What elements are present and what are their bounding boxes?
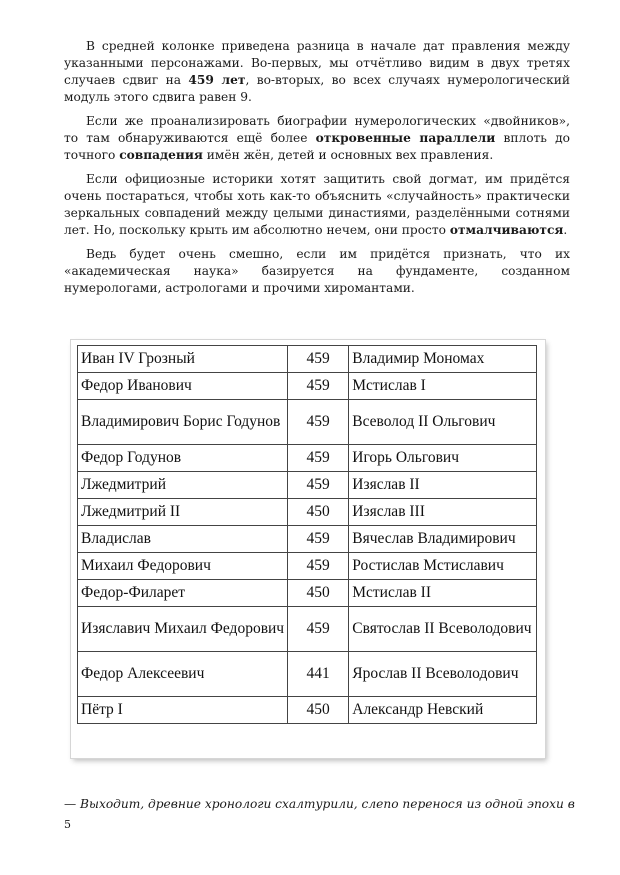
ruler-earlier-cell: Ярослав II Всеволодович [349, 652, 537, 697]
year-difference-cell: 450 [288, 697, 349, 724]
paragraph-1-bold-459: 459 лет [188, 73, 246, 87]
ruler-later-cell: Федор Годунов [78, 445, 288, 472]
paragraph-2-part-5: имён жён, детей и основных вех правления. [202, 148, 494, 162]
year-difference-cell: 459 [288, 346, 349, 373]
table-row [78, 580, 537, 607]
year-difference-cell: 459 [288, 472, 349, 499]
year-difference-cell: 459 [288, 373, 349, 400]
paragraph-2 [64, 113, 570, 164]
table-row [78, 472, 537, 499]
page-number: 5 [64, 818, 71, 831]
ruler-earlier-cell: Александр Невский [349, 697, 537, 724]
year-difference-cell: 450 [288, 499, 349, 526]
year-difference-cell: 459 [288, 526, 349, 553]
ruler-earlier-cell: Игорь Ольгович [349, 445, 537, 472]
paragraph-3-part-3: . [563, 223, 568, 237]
paragraph-3 [64, 171, 570, 239]
table-row [78, 652, 537, 697]
table-row [78, 346, 537, 373]
paragraph-1 [64, 38, 570, 106]
ruler-later-cell: Владимирович Борис Годунов [78, 400, 288, 445]
ruler-later-cell: Федор Алексеевич [78, 652, 288, 697]
ruler-later-cell: Иван IV Грозный [78, 346, 288, 373]
continuation-line: — Выходит, древние хронологи схалтурили, слепо перенося из одной эпохи в [64, 797, 575, 811]
year-difference-cell: 459 [288, 400, 349, 445]
ruler-later-cell: Лжедмитрий II [78, 499, 288, 526]
ruler-earlier-cell: Мстислав I [349, 373, 537, 400]
ruler-earlier-cell: Изяслав II [349, 472, 537, 499]
rulers-table-body [78, 346, 537, 724]
year-difference-cell: 459 [288, 607, 349, 652]
year-difference-cell: 450 [288, 580, 349, 607]
ruler-later-cell: Пётр I [78, 697, 288, 724]
year-difference-cell: 441 [288, 652, 349, 697]
ruler-earlier-cell: Всеволод II Ольгович [349, 400, 537, 445]
paragraph-2-part-3: вплоть до точного [64, 131, 570, 162]
paragraph-1-part-3: , во-вторых, во всех случаях нумерологический модуль этого сдвига равен 9. [64, 73, 570, 104]
ruler-earlier-cell: Святослав II Всеволодович [349, 607, 537, 652]
table-row [78, 697, 537, 724]
ruler-later-cell: Федор-Филарет [78, 580, 288, 607]
table-row [78, 526, 537, 553]
ruler-later-cell: Лжедмитрий [78, 472, 288, 499]
rulers-comparison-table [77, 345, 537, 724]
ruler-later-cell: Федор Иванович [78, 373, 288, 400]
ruler-earlier-cell: Изяслав III [349, 499, 537, 526]
rulers-table-image [71, 340, 545, 758]
paragraph-4 [64, 246, 570, 297]
paragraph-3-bold-silent: отмалчиваются [449, 223, 564, 237]
ruler-earlier-cell: Владимир Мономах [349, 346, 537, 373]
body-text [64, 38, 570, 304]
ruler-later-cell: Изяславич Михаил Федорович [78, 607, 288, 652]
table-row [78, 553, 537, 580]
ruler-later-cell: Владислав [78, 526, 288, 553]
paragraph-2-bold-parallels: откровенные параллели [315, 131, 496, 145]
ruler-earlier-cell: Мстислав II [349, 580, 537, 607]
table-row [78, 400, 537, 445]
table-row [78, 499, 537, 526]
paragraph-2-part-1: Если же проанализировать биографии нумерологических «двойников», то там обнаруживаются ещё более [64, 114, 570, 145]
paragraph-3-part-1: Если официозные историки хотят защитить свой догмат, им придётся очень постараться, чтобы хоть как-то объяснить «случайность» практически зеркальных совпадений между целыми династиями, разделёнными сотнями лет. Но, поскольку крыть им абсолютно нечем, они просто [64, 172, 570, 237]
paragraph-1-part-1: В средней колонке приведена разница в начале дат правления между указанными персонажами. Во-первых, мы отчётливо видим в двух третях случаев сдвиг на [64, 39, 570, 87]
paragraph-2-bold-coincidence: совпадения [119, 148, 203, 162]
table-row [78, 373, 537, 400]
paragraph-4-part-1: Ведь будет очень смешно, если им придётся признать, что их «академическая наука» базируется на фундаменте, созданном нумерологами, астрологами и прочими хиромантами. [64, 247, 570, 295]
year-difference-cell: 459 [288, 553, 349, 580]
ruler-later-cell: Михаил Федорович [78, 553, 288, 580]
year-difference-cell: 459 [288, 445, 349, 472]
ruler-earlier-cell: Ростислав Мстиславич [349, 553, 537, 580]
ruler-earlier-cell: Вячеслав Владимирович [349, 526, 537, 553]
table-row [78, 445, 537, 472]
table-row [78, 607, 537, 652]
